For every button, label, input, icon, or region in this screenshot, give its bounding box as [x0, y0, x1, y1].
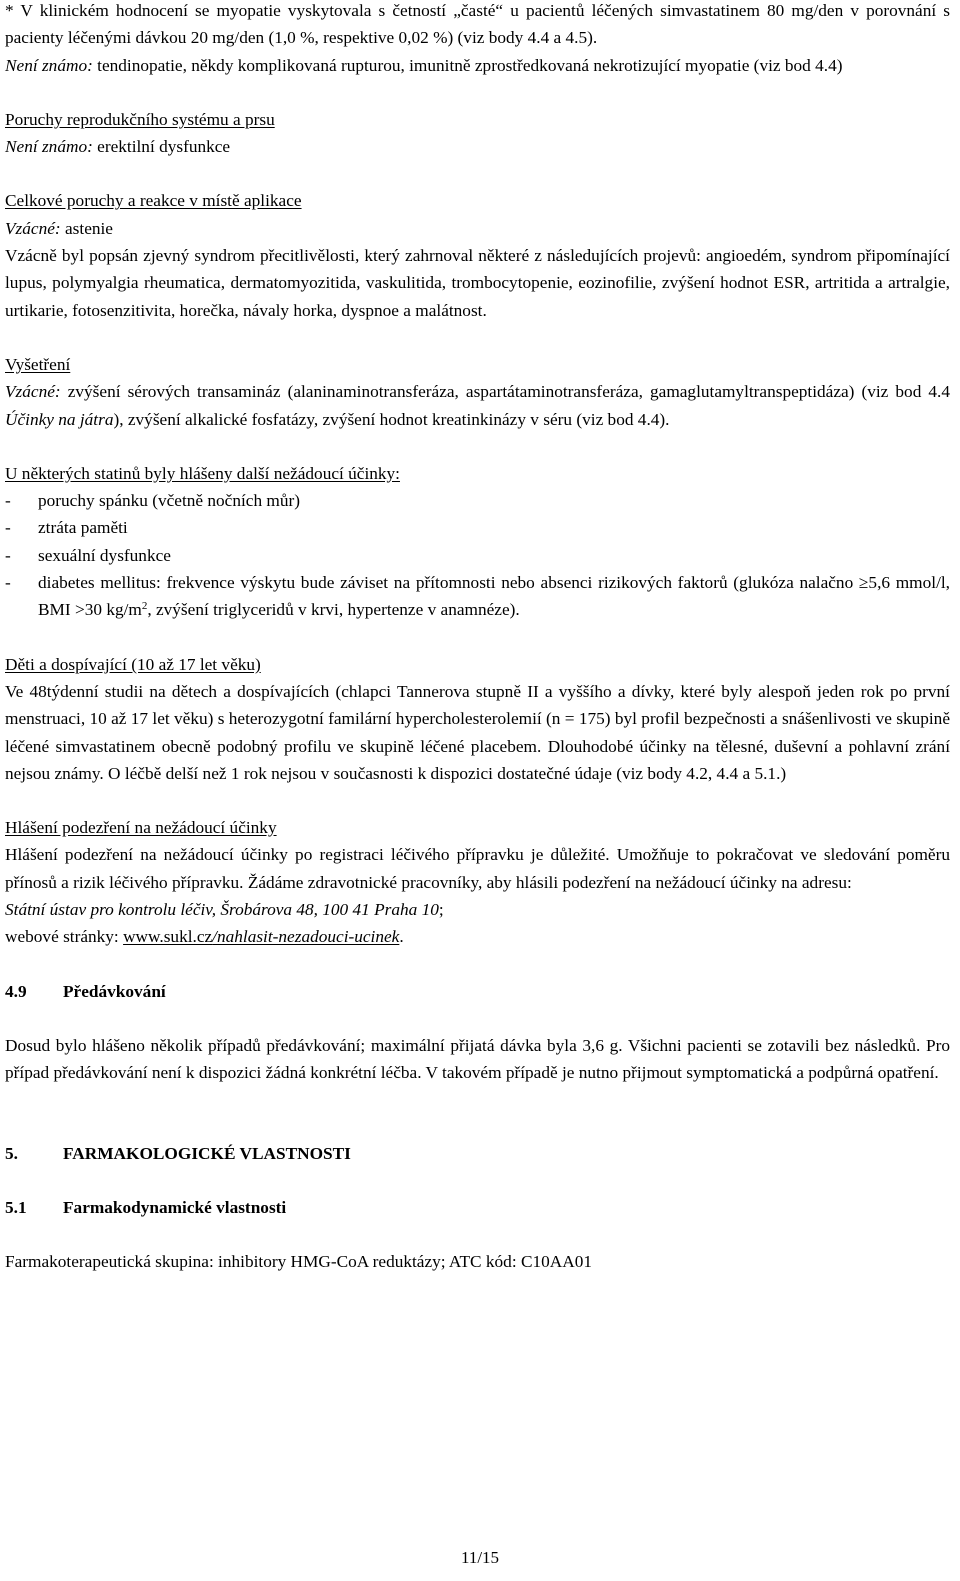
agency-address: , Šrobárova 48, 100 41 Praha 10: [211, 900, 439, 920]
section-4-9-heading: 4.9 Předávkování: [5, 981, 166, 1001]
frequency-label: Není známo:: [5, 137, 93, 157]
list-item: - poruchy spánku (včetně nočních můr): [5, 487, 950, 514]
section-5-heading: 5. FARMAKOLOGICKÉ VLASTNOSTI: [5, 1143, 351, 1163]
adverse-effects-list: [5, 487, 950, 623]
atc-paragraph: Farmakoterapeutická skupina: inhibitory HMG-CoA reduktázy; ATC kód: C10AA01: [5, 1252, 592, 1272]
children-section: [5, 651, 950, 787]
frequency-label: Není známo:: [5, 55, 93, 75]
frequency-label: Vzácné:: [5, 218, 61, 238]
cross-reference: Účinky na játra: [5, 409, 114, 429]
section-heading: Poruchy reprodukčního systému a prsu: [5, 109, 275, 129]
superscript: 2: [141, 600, 148, 613]
reproductive-section: Poruchy reprodukčního systému a prsu Není známo: erektilní dysfunkce: [5, 109, 275, 157]
list-item: - sexuální dysfunkce: [5, 542, 950, 569]
investigations-section: Vyšetření Vzácné: zvýšení sérových transamináz (alaninaminotransferáza, aspartátaminotransferáza, gamaglutamyltranspeptidáza) (viz bod 4.4 Účinky na játra), zvýšení alkalické fosfatázy, zvýšení hodnot kreatinkinázy v séru (viz bod 4.4).: [5, 354, 950, 429]
document-body: [5, 0, 950, 1275]
list-item: - diabetes mellitus: frekvence výskytu bude záviset na přítomnosti nebo absenci rizikových faktorů (glukóza nalačno ≥5,6 mmol/l, BMI >30 $kg/m^2$, zvýšení triglyceridů v krvi, hypertenze v anamnéze).: [5, 569, 950, 624]
section-heading: Vyšetření: [5, 354, 71, 374]
overdose-paragraph: Dosud bylo hlášeno několik případů předávkování; maximální přijatá dávka byla 3,6 g. Všichni pacienti se zotavili bez následků. Pro případ předávkování není k dispozici žádná konkrétní léčba. V takovém případě je nutno přijmout symptomatická a podpůrná opatření.: [5, 1035, 950, 1083]
hypersensitivity-paragraph: Vzácně byl popsán zjevný syndrom přecitlivělosti, který zahrnoval některé z následujících projevů: angioedém, syndrom připomínající lupus, polymyalgia rheumatica, dermatomyozitida, vaskulitida, trombocytopenie, eozinofilie, zvýšení hodnot ESR, artritida a artralgie, urtikarie, fotosenzitivita, horečka, návaly horka, dyspnoe a malátnost.: [5, 246, 950, 320]
reporting-paragraph: Hlášení podezření na nežádoucí účinky po registraci léčivého přípravku je důležité. Umožňuje to pokračovat ve sledování poměru přínosů a rizik léčivého přípravku. Žádáme zdravotnické pracovníky, aby hlásili podezření na nežádoucí účinky na adresu:: [5, 845, 950, 892]
section-heading: U některých statinů byly hlášeny další nežádoucí účinky:: [5, 463, 400, 483]
footnote-star: *: [5, 1, 14, 20]
not-known-paragraph: Není známo: tendinopatie, někdy komplikovaná rupturou, imunitně zprostředkovaná nekrotizující myopatie (viz bod 4.4): [5, 55, 843, 75]
myopathy-paragraph: * V klinickém hodnocení se myopatie vyskytovala s četností „časté“ u pacientů léčených simvastatinem 80 mg/den v porovnání s pacienty léčenými dávkou 20 mg/den (1,0 %, respektive 0,02 %) (viz body 4.4 a 4.5).: [5, 1, 950, 48]
section-heading: Hlášení podezření na nežádoucí účinky: [5, 818, 277, 838]
reporting-link-path[interactable]: /nahlasit-nezadouci-ucinek: [212, 927, 400, 947]
list-item: - ztráta paměti: [5, 514, 950, 541]
section-heading: Děti a dospívající (10 až 17 let věku): [5, 654, 261, 674]
page-number: 11/15: [460, 1548, 500, 1567]
section-heading: Celkové poruchy a reakce v místě aplikace: [5, 191, 302, 211]
section-5-1-heading: 5.1 Farmakodynamické vlastnosti: [5, 1197, 287, 1217]
reporting-link[interactable]: www.sukl.cz: [123, 927, 213, 947]
greater-equal-symbol: ≥: [858, 573, 869, 593]
statins-section: [5, 460, 950, 624]
reporting-section: Hlášení podezření na nežádoucí účinky Hlášení podezření na nežádoucí účinky po registraci léčivého přípravku je důležité. Umožňuje to pokračovat ve sledování poměru přínosů a rizik léčivého přípravku. Žádáme zdravotnické pracovníky, aby hlásili podezření na nežádoucí účinky na adresu: Státní ústav pro kontrolu léčiv, Šrobárova 48, 100 41 Praha 10; webové stránky: www.sukl.cz/nahlasit-nezadouci-ucinek.: [5, 818, 950, 947]
general-disorders-section: Celkové poruchy a reakce v místě aplikace Vzácné: astenie Vzácně byl popsán zjevný syndrom přecitlivělosti, který zahrnoval některé z následujících projevů: angioedém, syndrom připomínající lupus, polymyalgia rheumatica, dermatomyozitida, vaskulitida, trombocytopenie, eozinofilie, zvýšení hodnot ESR, artritida a artralgie, urtikarie, fotosenzitivita, horečka, návaly horka, dyspnoe a malátnost.: [5, 187, 950, 323]
agency-name: Státní ústav pro kontrolu léčiv: [5, 900, 212, 920]
frequency-label: Vzácné:: [5, 382, 61, 402]
children-paragraph: Ve 48týdenní studii na dětech a dospívajících (chlapci Tannerova stupně II a vyššího a dívky, které byly alespoň jeden rok po první menstruaci, 10 až 17 let věku) s heterozygotní familární hypercholesterolemií (n = 175) byl profil bezpečnosti a snášenlivosti ve skupině léčené simvastatinem obecně podobný profilu ve skupině léčené placebem. Dlouhodobé účinky na tělesné, duševní a pohlavní zrání nejsou známy. O léčbě delší než 1 rok nejsou v současnosti k dispozici dostatečné údaje (viz body 4.2, 4.4 a 5.1.): [5, 681, 950, 783]
